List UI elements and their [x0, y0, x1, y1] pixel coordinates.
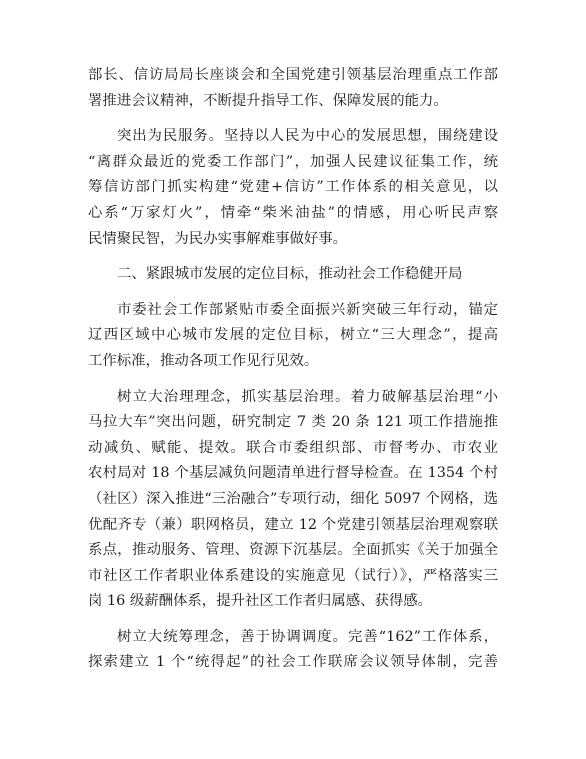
text-line: 部长、信访局局长座谈会和全国党建引领基层治理重点工作部: [88, 67, 498, 83]
text-line: 马拉大车”突出问题，研究制定 7 类 20 条 121 项工作措施推: [88, 414, 498, 431]
text-line: 探索建立 1 个“统得起”的社会工作联席会议领导体制，完善: [88, 654, 498, 671]
text-line: 树立大治理理念，抓实基层治理。着力破解基层治理“小: [117, 388, 498, 405]
text-line: （社区）深入推进“三治融合”专项行动，细化 5097 个网格，选: [88, 490, 498, 507]
paragraph: [88, 625, 498, 676]
paragraph: [88, 385, 498, 615]
paragraph: [88, 124, 498, 252]
text-line: 突出为民服务。坚持以人民为中心的发展思想，围绕建设: [117, 128, 498, 145]
paragraph: [88, 63, 498, 114]
section-heading: 二、紧跟城市发展的定位目标，推动社会工作稳健开局: [117, 266, 463, 283]
text-line: 民情聚民智，为民办实事解难事做好事。: [88, 230, 348, 247]
text-line: 动减负、赋能、提效。联合市委组织部、市督考办、市农业: [88, 439, 498, 456]
paragraph: [88, 298, 498, 375]
text-line: 岗 16 级薪酬体系，提升社区工作者归属感、获得感。: [88, 593, 433, 610]
text-line: 市社区工作者职业体系建设的实施意见（试行）》，严格落实三: [88, 567, 498, 584]
text-line: 工作标准，推动各项工作见行见效。: [88, 352, 319, 369]
text-line: 筹信访部门抓实构建“党建+信访”工作体系的相关意见，以: [88, 179, 498, 196]
text-line: 心系“万家灯火”，情牵“柴米油盐”的情感，用心听民声察: [88, 204, 498, 221]
document-body: [88, 63, 498, 676]
text-line: 农村局对 18 个基层减负问题清单进行督导检查。在 1354 个村: [88, 465, 498, 482]
text-line: 署推进会议精神，不断提升指导工作、保障发展的能力。: [88, 92, 448, 109]
text-line: 辽西区域中心城市发展的定位目标，树立“三大理念”，提高: [88, 327, 498, 344]
text-line: “离群众最近的党委工作部门”，加强人民建议征集工作，统: [88, 153, 498, 170]
text-line: 市委社会工作部紧贴市委全面振兴新突破三年行动，锚定: [117, 301, 498, 318]
text-line: 树立大统筹理念，善于协调调度。完善“162”工作体系，: [117, 628, 498, 645]
text-line: 优配齐专（兼）职网格员，建立 12 个党建引领基层治理观察联: [88, 516, 498, 533]
text-line: 系点，推动服务、管理、资源下沉基层。全面抓实《关于加强全: [88, 542, 498, 559]
